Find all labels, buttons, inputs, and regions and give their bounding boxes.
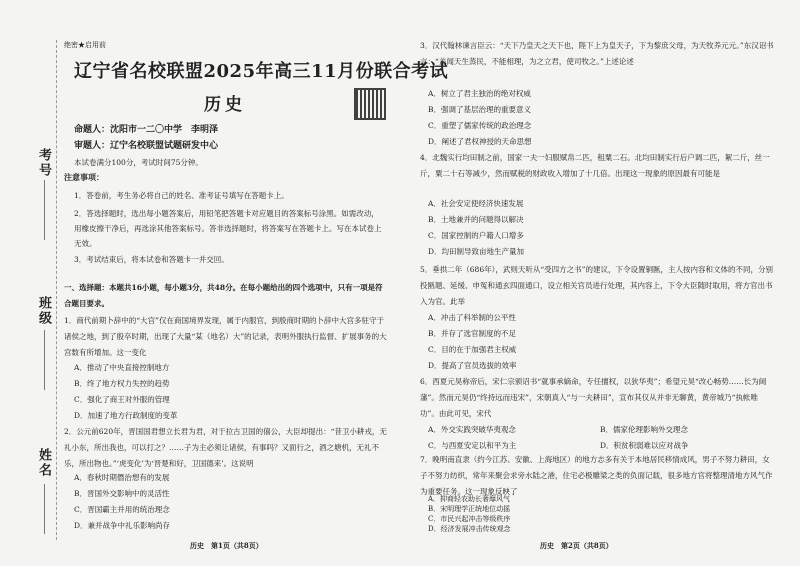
q3-stem: 3．汉代翰林谏言臣云：“天下乃皇天之天下也，陛下上为皇天子，下为黎庶父母，为天牧养元元。”东汉诏书言：“盖闻天生蒸民，不能相理，为之立君，使司牧之。”上述论述 [420,41,774,66]
q4-option-d: D．均田制导致亩地生产量加 [428,247,525,256]
page-1 [64,0,449,566]
note-1: 1．答卷前，考生务必将自己的姓名、准考证号填写在答题卡上。 [74,191,289,200]
q3-option-b: B．强调了基层治理的重要意义 [428,105,532,114]
q7-option-b: B．宋明理学正统地位动摇 [428,505,511,513]
exam-number-label: 考号 [36,148,51,178]
setter: 命题人：沈阳市一二〇中学 李明泽 [74,125,219,135]
subject-title: 历史 [204,95,246,115]
q6-option-a: A．外交实践突破华夷观念 [428,425,516,434]
exam-number-line [44,180,45,240]
q1-option-b: B．终了地方权力失控的趋势 [74,379,170,388]
qr-code-icon [354,88,386,120]
name-label: 姓名 [36,448,51,478]
note-3: 3．考试结束后，将本试卷和答题卡一并交回。 [74,255,229,264]
q5-option-d: D．提高了官员选拔的效率 [428,361,517,370]
q7-stem: 7．晚明南直隶（约今江苏、安徽、上海地区）的地方志多有关于本地居民移情成风，男子不努力耕田，女子不努力纺织，常年来聚会求旁水陆之港，住宅必极雕梁之类的负面记载，很多地方官将整理清地方风气作为重要任务。这一现象反映了 [420,455,773,496]
q1-option-c: C．强化了商王对外服的管理 [74,395,170,404]
q6-stem: 6．西夏元昊称帝后，宋仁宗颁诏书“就事承嫡命，专任擅权，以狄华夷”；希望元昊“改心畅势……长为阃藩”。然而元昊仍“终持远而违宋”，宋朝真人“与一夫耕田”，宣布其仅从并非无聊黄，黄帝城乃“执帐唯功”。由此可见，宋代 [420,377,767,418]
q3-option-a: A．树立了君主独治的绝对权威 [428,89,531,98]
page-2 [420,0,780,566]
reviewer: 审题人：辽宁名校联盟试题研发中心 [74,141,219,151]
q2-stem: 2．公元前620年，晋国国君想立长君为君，对于拉古卫国的僖公，大臣却提出：“昔卫小耕戎，无礼小东，所出我也，可以打之？……子为主必须让诸侯，有事吗？又面行之，酒之塘机，无礼不乐，所出物也。”‘虎变化’为‘晋楚和好，卫国德来’。这说明 [64,427,387,468]
q7-option-a: A．抑商轻农助长奢靡风气 [428,495,511,503]
q5-option-c: C．目的在于加强君主权威 [428,345,517,354]
q6-option-b: B．儒家伦理影响外交理念 [600,425,689,434]
cut-line [56,40,57,540]
exam-title: 辽宁省名校联盟2025年高三11月份联合考试 [74,61,449,82]
q2-option-d: D．兼并战争中礼乐影响尚存 [74,521,171,530]
q4-stem: 4．北魏实行均田制之前，国家一夫一妇服赋帛二匹，租粟二石。北均田制实行后户调二匹，絮二斤，丝一斤，粟二十石等减少，然而赋税的财政收入增加了十几倍。出现这一现象的原因最有可能是 [420,153,770,178]
page-1-footer: 历史 第1页（共8页） [190,541,263,550]
q2-option-a: A．春秋时期僭治想有的发展 [74,473,170,482]
q5-stem: 5．垂拱二年（686年），武则天听从“受四方之书”的建议，下令设置铜匦，主人按内容和文体的不同，分别投匦题、延缓、申冤和通玄四面通口，设立相关官员进行处理，其内容上，下令大臣随时取用，将方官出书入为官。此举 [420,265,774,306]
note-2: 2．答选择题时，选出每小题答案后，用铅笔把答题卡对应题目的答案标号涂黑。如需改动，用橡皮擦干净后，再选涂其他答案标号。答非选择题时，将答案写在答题卡上。写在本试卷上无效。 [74,209,382,248]
q1-stem: 1．商代前期卜辞中的“大宫”仅在商国境界发现，属于内服官，到殷商时期的卜辞中大宫多驻守于诸侯之地，到了殷卒时期，出现了大量“某（地名）大”的记录，表明外服执行监督、扩展事务的大宫数有所增加。这一变化 [64,316,387,357]
q1-option-a: A．推动了中央直接控制地方 [74,363,170,372]
q6-option-c: C．与西夏安定以和平为主 [428,441,517,450]
section-heading: 一、选择题：本题共16小题，每小题3分，共48分。在每小题给出的四个选项中，只有一项是符合题目要求。 [64,283,383,308]
name-line [44,484,45,534]
q2-option-c: C．晋国霸主并用的统治理念 [74,505,170,514]
q3-option-d: D．阐述了君权神授的天命思想 [428,137,532,146]
class-line [44,330,45,390]
q3-option-c: C．重塑了儒家传统的政治理念 [428,121,532,130]
page-2-footer: 历史 第2页（共8页） [540,541,613,550]
q7-option-d: D．经济发展冲击传统观念 [428,525,511,533]
q5-option-a: A．冲击了科举制的公平性 [428,313,516,322]
q7-option-c: C．市民兴起冲击等级秩序 [428,515,511,523]
q4-option-a: A．社会安定使经济快速发展 [428,199,524,208]
q4-option-c: C．国家控制的户籍人口增多 [428,231,524,240]
q5-option-b: B．并存了选官制度的不足 [428,329,517,338]
binding-margin [0,0,62,566]
q2-option-b: B．晋国外交影响中的灵活性 [74,489,170,498]
q6-option-d: D．积贫积弱难以应对战争 [600,441,689,450]
q4-option-b: B．土地兼并的问题得以解决 [428,215,524,224]
confidential-mark: 绝密★启用前 [64,41,106,49]
class-label: 班级 [36,296,51,326]
q1-option-d: D．加速了地方行政制度的变革 [74,411,178,420]
notes-heading: 注意事项： [64,172,104,182]
exam-info: 本试卷满分100分，考试时间75分钟。 [74,158,203,167]
